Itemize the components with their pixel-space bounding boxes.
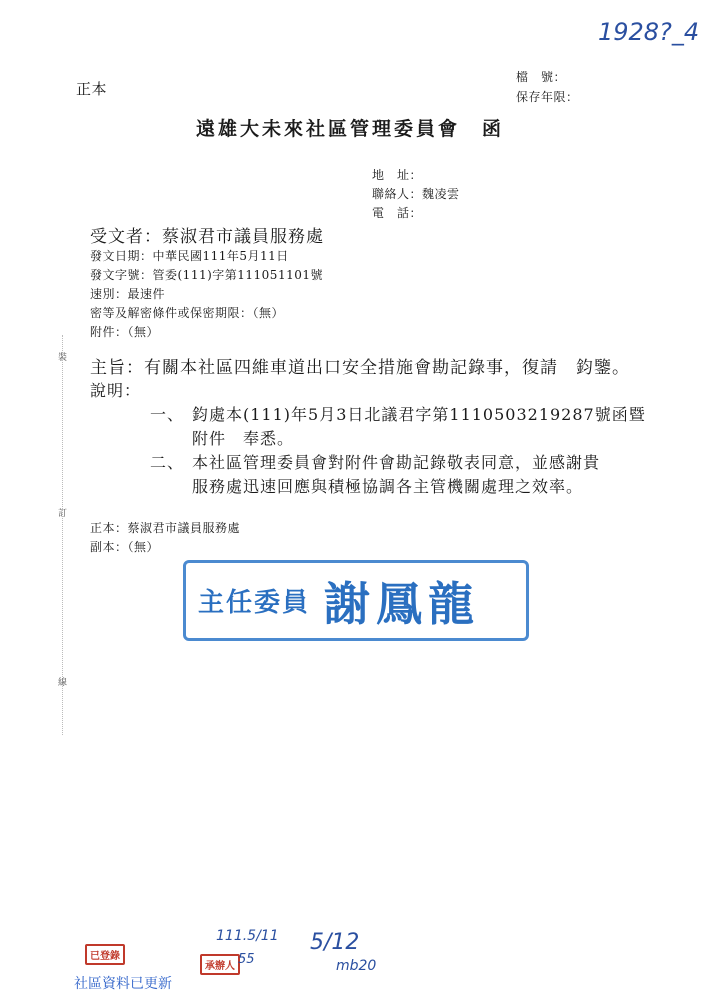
retention-label: 保存年限： <box>516 90 579 104</box>
chairman-seal <box>183 560 529 641</box>
file-number-label: 檔 號： <box>516 70 567 84</box>
seal-role: 主任委員 <box>198 588 311 618</box>
security-level: 密等及解密條件或保密期限：（無） <box>90 306 285 320</box>
issue-number: 發文字號：管委(111)字第111051101號 <box>90 268 323 282</box>
attachment: 附件：（無） <box>90 325 160 339</box>
handler-stamp: 承辦人 <box>200 954 240 975</box>
recipient: 受文者：蔡淑君市議員服務處 <box>90 227 324 247</box>
handwritten-date-2: 5/12 <box>310 930 360 955</box>
subject: 主旨：有關本社區四維車道出口安全措施會勘記錄事，復請 鈞鑒。 <box>90 358 630 378</box>
address-label: 地 址： <box>372 168 423 182</box>
contact-name: 魏凌雲 <box>422 187 460 201</box>
item-1-number: 一、 <box>150 405 185 424</box>
issue-date: 發文日期：中華民國111年5月11日 <box>90 249 289 263</box>
item-2-line2: 服務處迅速回應與積極協調各主管機關處理之效率。 <box>192 477 584 496</box>
handwritten-date-1: 111.5/11 <box>216 928 279 944</box>
received-stamp: 已登錄 <box>85 944 125 965</box>
margin-mark-line: 線 <box>58 678 68 688</box>
copy-type-label: 正本 <box>76 80 108 98</box>
handwritten-number: 1928?_4 <box>598 18 700 46</box>
seal-name: 謝鳳龍 <box>324 576 481 631</box>
speed: 速別：最速件 <box>90 287 166 301</box>
data-updated-note: 社區資料已更新 <box>74 976 172 992</box>
item-1-line1: 鈞處本(111)年5月3日北議君字第1110503219287號函暨 <box>192 405 646 424</box>
item-1-line2: 附件 奉悉。 <box>192 429 295 448</box>
cc-original: 正本：蔡淑君市議員服務處 <box>90 521 241 535</box>
item-2-number: 二、 <box>150 453 185 472</box>
handwritten-signature: mb20 <box>336 958 377 974</box>
explanation-label: 說明： <box>90 381 142 400</box>
margin-mark-bind: 裝 <box>58 353 68 363</box>
phone-label: 電 話： <box>372 206 423 220</box>
contact-label: 聯絡人： <box>372 187 423 201</box>
contact-row <box>372 185 460 202</box>
margin-mark-staple: 訂 <box>58 509 68 519</box>
document-title: 遠雄大未來社區管理委員會 函 <box>196 118 505 140</box>
item-2-line1: 本社區管理委員會對附件會勘記錄敬表同意，並感謝貴 <box>192 453 601 472</box>
cc-copy: 副本：（無） <box>90 540 160 554</box>
handwritten-time: 55 <box>238 952 255 967</box>
